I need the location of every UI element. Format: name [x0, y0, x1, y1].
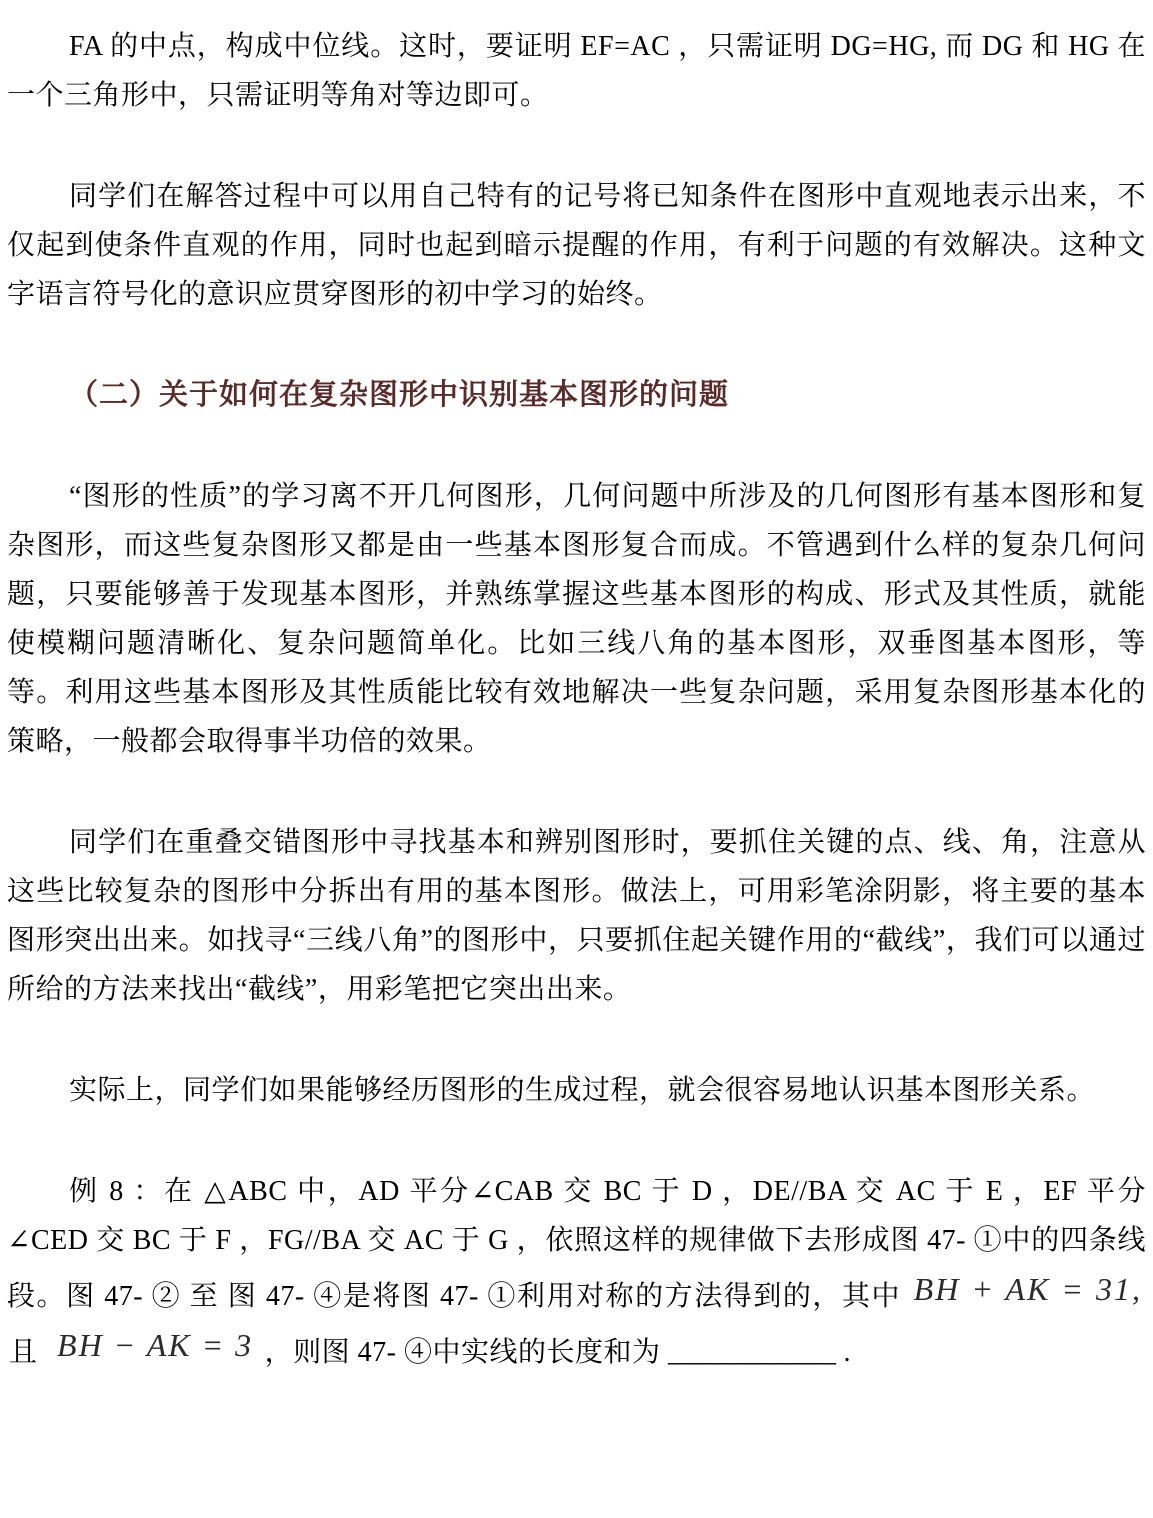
sentence-period: .: [843, 1337, 851, 1368]
formula-connector: 且: [9, 1337, 38, 1368]
formula-bh-plus-ak: BH + AK = 31,: [913, 1271, 1143, 1307]
example-problem-text: 例 8 ：在 △ABC 中，AD 平分∠CAB 交 BC 于 D ，DE//BA 交 AC 于 E ，EF 平分∠CED 交 BC 于 F ，FG//BA 交 AC 于 G ，依照这样的规律做下去形成图 47- ①中的四条线段。图 47- ② 至 图 47- ④是将图 47- ①利用对称的方法得到的，其中: [7, 1176, 1146, 1312]
paragraph-basic-figures: “图形的性质”的学习离不开几何图形，几何问题中所涉及的几何图形有基本图形和复杂图形，而这些复杂图形又都是由一些基本图形复合而成。不管遇到什么样的复杂几何问题，只要能够善于发现基本图形，并熟练掌握这些基本图形的构成、形式及其性质，就能使模糊问题清晰化、复杂问题简单化。比如三线八角的基本图形，双垂图基本图形，等等。利用这些基本图形及其性质能比较有效地解决一些复杂问题，采用复杂图形基本化的策略，一般都会取得事半功倍的效果。: [7, 481, 1146, 757]
paragraph-figure-generation: 实际上，同学们如果能够经历图形的生成过程，就会很容易地认识基本图形关系。: [69, 1075, 1096, 1106]
paragraph-midline-proof: FA 的中点，构成中位线。这时，要证明 EF=AC ，只需证明 DG=HG, 而 DG 和 HG 在一个三角形中，只需证明等角对等边即可。: [7, 31, 1146, 111]
section-heading: （二）关于如何在复杂图形中识别基本图形的问题: [69, 379, 730, 411]
example-8-paragraph: [7, 1167, 1146, 1377]
formula-bh-minus-ak: BH − AK = 3: [57, 1327, 254, 1363]
paragraph-symbol-notation: 同学们在解答过程中可以用自己特有的记号将已知条件在图形中直观地表示出来，不仅起到使条件直观的作用，同时也起到暗示提醒的作用，有利于问题的有效解决。这种文字语言符号化的意识应贯穿图形的初中学习的始终。: [7, 181, 1146, 310]
answer-blank: ____________: [668, 1337, 836, 1368]
example-question-text: ，则图 47- ④中实线的长度和为: [264, 1337, 661, 1368]
paragraph-overlapping-figures: 同学们在重叠交错图形中寻找基本和辨别图形时，要抓住关键的点、线、角，注意从这些比较复杂的图形中分拆出有用的基本图形。做法上，可用彩笔涂阴影，将主要的基本图形突出出来。如找寻“三线八角”的图形中，只要抓住起关键作用的“截线”，我们可以通过所给的方法来找出“截线”，用彩笔把它突出出来。: [7, 827, 1146, 1005]
